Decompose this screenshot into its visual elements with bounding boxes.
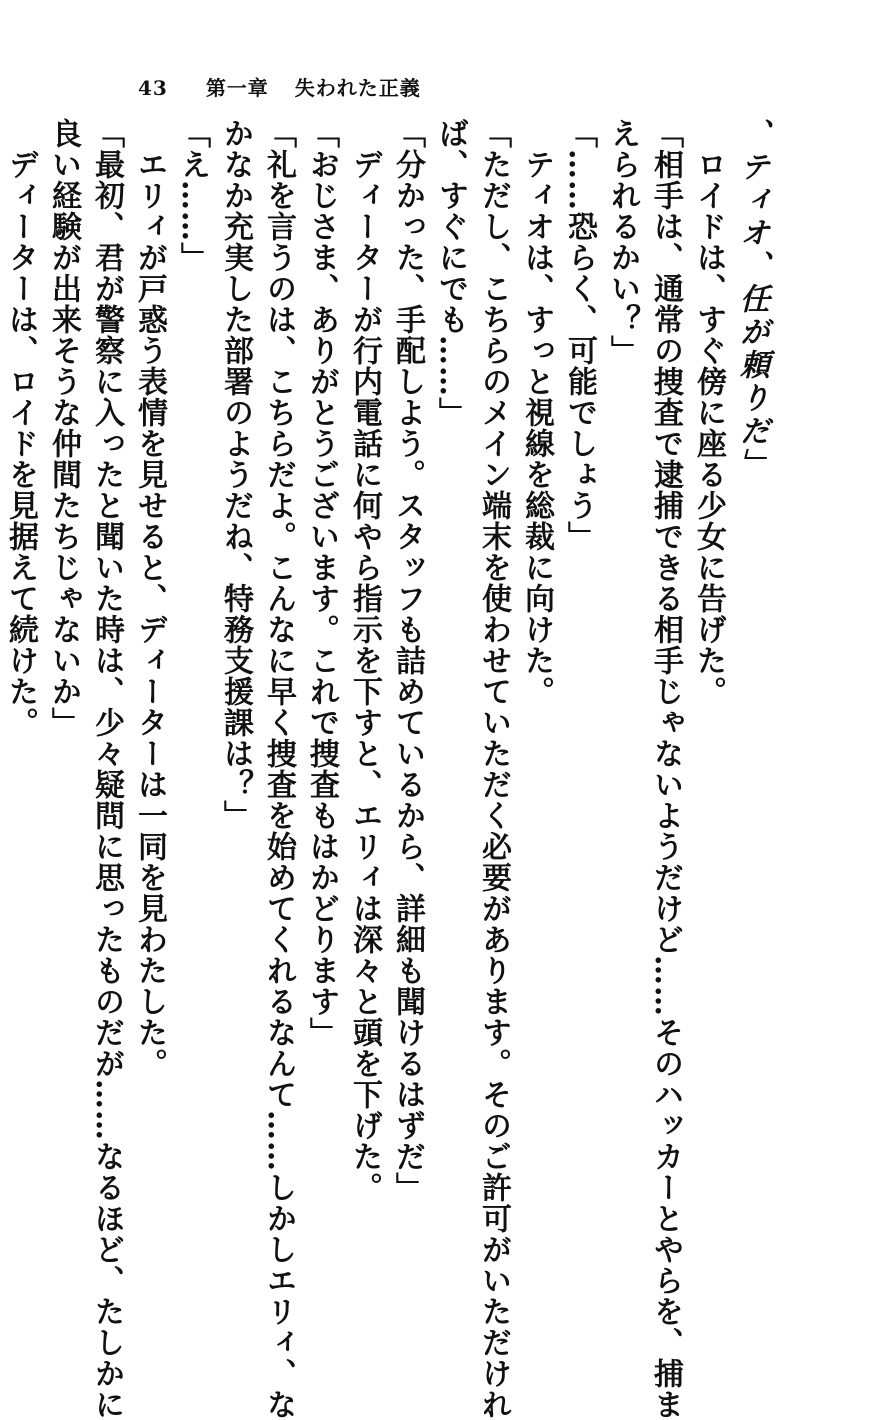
text-line: 「礼を言うのは、こちらだよ。こんなに早く捜査を始めてくれるなんて……しかしエリィ、な <box>261 118 296 1420</box>
chapter-label: 第一章 <box>205 76 269 100</box>
text-line: 良い経験が出来そうな仲間たちじゃないか」 <box>46 118 81 738</box>
text-line: 「え……」 <box>175 118 210 273</box>
text-line: 「相手は、通常の捜査で逮捕できる相手じゃないようだけど……そのハッカーとやらを、捕ま <box>648 118 683 1420</box>
chapter-title: 失われた正義 <box>294 76 421 100</box>
page-number: 43 <box>138 76 168 100</box>
text-line: 、ティオ、任が頼りだ」 <box>734 118 769 481</box>
text-line: 「おじさま、ありがとうございます。これで捜査もはかどります」 <box>304 118 339 1048</box>
text-line: ディーターが行内電話に何やら指示を下すと、エリィは深々と頭を下げた。 <box>347 118 382 1203</box>
text-line: 「最初、君が警察に入ったと聞いた時は、少々疑問に思ったものだが……なるほど、たしかに <box>89 118 124 1420</box>
text-line: かなか充実した部署のようだね、特務支援課は？」 <box>218 118 253 831</box>
text-line: ロイドは、すぐ傍に座る少女に告げた。 <box>691 118 726 707</box>
text-line: エリィが戸惑う表情を見せると、ディーターは一同を見わたした。 <box>132 118 167 1079</box>
text-line: ティオは、すっと視線を総裁に向けた。 <box>519 118 554 707</box>
text-line: ディーターは、ロイドを見据えて続けた。 <box>3 118 38 738</box>
running-head <box>138 72 421 101</box>
text-line: 「……恐らく、可能でしょう」 <box>562 118 597 552</box>
text-line: 「ただし、こちらのメイン端末を使わせていただく必要があります。そのご許可がいただけれ <box>476 118 511 1420</box>
vertical-body-text <box>0 118 773 1420</box>
text-line: ば、すぐにでも……」 <box>433 118 468 428</box>
text-line: 「分かった、手配しよう。スタッフも詰めているから、詳細も聞けるはずだ」 <box>390 118 425 1203</box>
text-line: えられるかい？」 <box>605 118 640 366</box>
